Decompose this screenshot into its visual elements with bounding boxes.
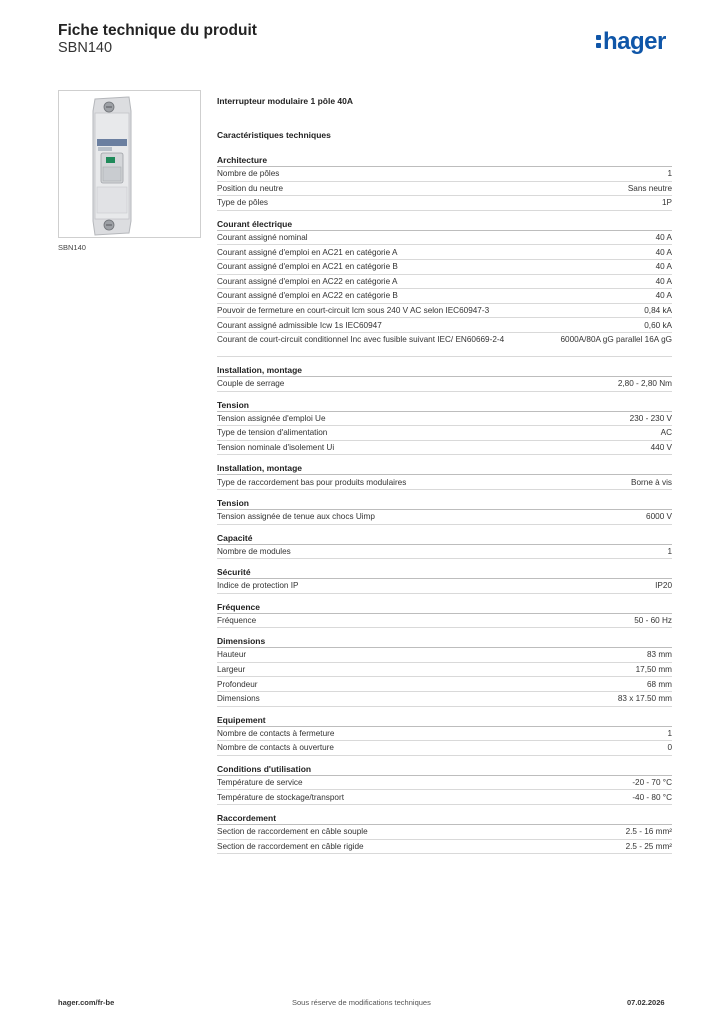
- characteristics-group: [217, 364, 672, 392]
- footer-disclaimer: Sous réserve de modifications techniques: [292, 998, 431, 1007]
- logo-text: hager: [603, 28, 666, 55]
- group-title: Tension: [217, 399, 672, 412]
- group-title: Sécurité: [217, 566, 672, 579]
- spec-row: [217, 648, 672, 663]
- characteristics-groups: [217, 154, 672, 854]
- technical-sheet: [217, 96, 672, 861]
- hager-logo: [596, 28, 666, 56]
- group-title: Dimensions: [217, 635, 672, 648]
- spec-label: Section de raccordement en câble souple: [217, 827, 368, 837]
- group-title: Courant électrique: [217, 218, 672, 231]
- spec-label: Type de tension d'alimentation: [217, 428, 328, 438]
- footer-website[interactable]: hager.com/fr-be: [58, 998, 115, 1007]
- footer-date: 07.02.2026: [627, 998, 665, 1007]
- spec-label: Nombre de pôles: [217, 169, 280, 179]
- spec-row: [217, 741, 672, 756]
- spec-row: [217, 475, 672, 490]
- spec-value: 1: [667, 546, 672, 556]
- characteristics-group: [217, 154, 672, 211]
- spec-value: 83 x 17.50 mm: [617, 694, 672, 704]
- spec-label: Indice de protection IP: [217, 581, 299, 591]
- group-title: Architecture: [217, 154, 672, 167]
- group-title: Tension: [217, 497, 672, 510]
- spec-label: Pouvoir de fermeture en court-circuit Icm sous 240 V AC selon IEC60947-3: [217, 305, 490, 315]
- spec-row: [217, 377, 672, 392]
- spec-value: 440 V: [650, 442, 672, 452]
- group-title: Fréquence: [217, 601, 672, 614]
- spec-row: [217, 692, 672, 707]
- characteristics-group: [217, 635, 672, 706]
- spec-label: Tension assignée de tenue aux chocs Uimp: [217, 512, 375, 522]
- characteristics-group: [217, 601, 672, 629]
- spec-value: 2.5 - 16 mm²: [625, 827, 672, 837]
- characteristics-group: [217, 497, 672, 525]
- characteristics-group: [217, 399, 672, 456]
- spec-label: Nombre de contacts à ouverture: [217, 743, 334, 753]
- spec-row: [217, 825, 672, 840]
- spec-label: Courant assigné d'emploi en AC22 en catégorie A: [217, 276, 398, 286]
- spec-row: [217, 275, 672, 290]
- product-image: [58, 90, 201, 238]
- spec-value: 1: [667, 728, 672, 738]
- spec-value: AC: [660, 428, 672, 438]
- spec-label: Hauteur: [217, 650, 247, 660]
- spec-label: Dimensions: [217, 694, 260, 704]
- characteristics-group: [217, 566, 672, 594]
- spec-value: 40 A: [655, 276, 672, 286]
- product-name: Interrupteur modulaire 1 pôle 40A: [217, 96, 354, 106]
- spec-value: 68 mm: [646, 679, 672, 689]
- spec-row: [217, 333, 672, 357]
- spec-value: Sans neutre: [627, 183, 672, 193]
- group-title: Conditions d'utilisation: [217, 763, 672, 776]
- spec-row: [217, 776, 672, 791]
- spec-label: Largeur: [217, 665, 246, 675]
- modular-switch-illustration: [59, 91, 200, 237]
- characteristics-group: [217, 763, 672, 805]
- spec-label: Tension nominale d'isolement Ui: [217, 442, 335, 452]
- logo-dots-icon: [596, 33, 602, 49]
- group-title: Installation, montage: [217, 364, 672, 377]
- spec-row: [217, 441, 672, 456]
- characteristics-group: [217, 462, 672, 490]
- spec-value: Borne à vis: [631, 477, 672, 487]
- spec-row: [217, 579, 672, 594]
- group-title: Equipement: [217, 714, 672, 727]
- spec-value: 2.5 - 25 mm²: [625, 841, 672, 851]
- section-title: Caractéristiques techniques: [217, 130, 331, 140]
- spec-value: 2,80 - 2,80 Nm: [617, 379, 672, 389]
- spec-label: Profondeur: [217, 679, 258, 689]
- spec-row: [217, 840, 672, 855]
- spec-value: 40 A: [655, 247, 672, 257]
- spec-value: 0,84 kA: [644, 305, 672, 315]
- product-image-caption: SBN140: [58, 243, 86, 252]
- spec-row: [217, 663, 672, 678]
- spec-value: 40 A: [655, 262, 672, 272]
- spec-label: Température de service: [217, 778, 303, 788]
- spec-label: Courant de court-circuit conditionnel Inc avec fusible suivant IEC/ EN60669-2-4: [217, 335, 505, 345]
- spec-label: Fréquence: [217, 615, 257, 625]
- product-reference: SBN140: [58, 40, 113, 56]
- spec-value: 17,50 mm: [635, 665, 672, 675]
- spec-label: Courant assigné d'emploi en AC21 en catégorie A: [217, 247, 398, 257]
- spec-row: [217, 510, 672, 525]
- spec-label: Nombre de contacts à fermeture: [217, 728, 335, 738]
- spec-row: [217, 260, 672, 275]
- group-title: Capacité: [217, 532, 672, 545]
- spec-value: -20 - 70 °C: [632, 778, 672, 788]
- spec-row: [217, 426, 672, 441]
- spec-label: Courant assigné d'emploi en AC22 en catégorie B: [217, 291, 398, 301]
- group-title: Raccordement: [217, 812, 672, 825]
- spec-row: [217, 790, 672, 805]
- spec-value: 6000 V: [646, 512, 672, 522]
- spec-row: [217, 196, 672, 211]
- spec-label: Courant assigné d'emploi en AC21 en catégorie B: [217, 262, 398, 272]
- spec-label: Section de raccordement en câble rigide: [217, 841, 364, 851]
- characteristics-group: [217, 812, 672, 854]
- spec-row: [217, 318, 672, 333]
- spec-label: Type de pôles: [217, 198, 268, 208]
- characteristics-group: [217, 714, 672, 756]
- spec-row: [217, 677, 672, 692]
- spec-value: 50 - 60 Hz: [634, 615, 672, 625]
- group-title: Installation, montage: [217, 462, 672, 475]
- spec-label: Tension assignée d'emploi Ue: [217, 413, 326, 423]
- spec-label: Couple de serrage: [217, 379, 285, 389]
- spec-value: 1: [667, 169, 672, 179]
- spec-value: IP20: [655, 581, 672, 591]
- spec-label: Température de stockage/transport: [217, 792, 344, 802]
- spec-row: [217, 614, 672, 629]
- spec-value: 83 mm: [646, 650, 672, 660]
- spec-row: [217, 289, 672, 304]
- spec-value: -40 - 80 °C: [632, 792, 672, 802]
- spec-value: 40 A: [655, 232, 672, 242]
- spec-value: 230 - 230 V: [629, 413, 672, 423]
- characteristics-group: [217, 532, 672, 560]
- spec-row: [217, 727, 672, 742]
- spec-row: [217, 412, 672, 427]
- spec-label: Type de raccordement bas pour produits modulaires: [217, 477, 407, 487]
- spec-value: 40 A: [655, 291, 672, 301]
- spec-label: Courant assigné nominal: [217, 232, 308, 242]
- spec-row: [217, 245, 672, 260]
- document-title: Fiche technique du produit: [58, 22, 257, 39]
- spec-label: Nombre de modules: [217, 546, 291, 556]
- spec-row: [217, 182, 672, 197]
- spec-label: Position du neutre: [217, 183, 283, 193]
- spec-row: [217, 167, 672, 182]
- spec-value: 1P: [661, 198, 672, 208]
- characteristics-group: [217, 218, 672, 357]
- spec-row: [217, 304, 672, 319]
- spec-row: [217, 231, 672, 246]
- spec-value: 6000A/80A gG parallel 16A gG: [560, 335, 672, 345]
- spec-value: 0: [667, 743, 672, 753]
- spec-label: Courant assigné admissible Icw 1s IEC60947: [217, 320, 382, 330]
- spec-row: [217, 545, 672, 560]
- spec-value: 0,60 kA: [644, 320, 672, 330]
